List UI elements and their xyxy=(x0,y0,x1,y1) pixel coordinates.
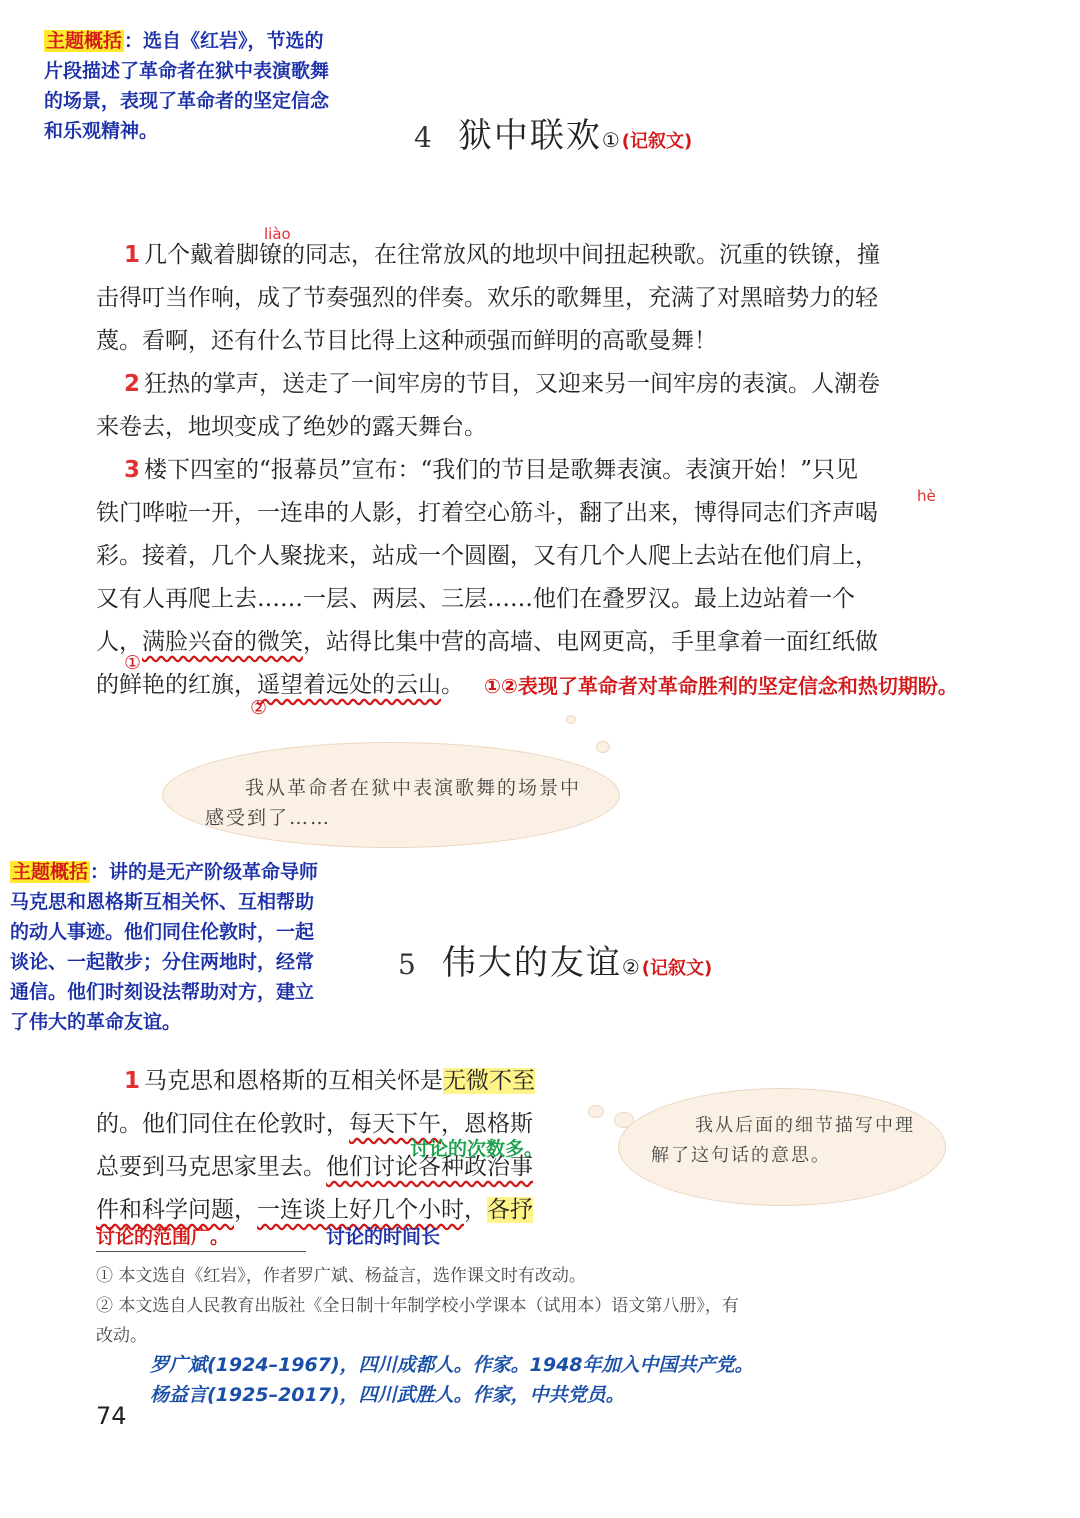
lesson4-p1: 1 几个戴着脚镣的同志，在往常放风的地坝中间扭起秧歌。沉重的铁镣，撞 击得叮当作响，成了节奏强烈的伴奏。欢乐的歌舞里，充满了对黑暗势力的轻 蔑。看啊，还有什么节目比得上这种顽强而鲜明的高歌曼舞！ xyxy=(96,242,881,354)
footnotes xyxy=(96,1261,956,1351)
author-note-2: 杨益言(1925–2017)，四川武胜人。作家，中共党员。 xyxy=(150,1384,625,1406)
thought-bubble-small-2 xyxy=(566,715,576,724)
lesson5-bubble-text: 我从后面的细节描写中理解了这句话的意思。 xyxy=(651,1115,915,1166)
lesson4-footnote-mark: ① xyxy=(601,128,620,152)
lesson5-title: 伟大的友谊 xyxy=(441,943,622,983)
footnote-2: ② 本文选自人民教育出版社《全日制十年制学校小学课本（试用本）语文第八册》，有 xyxy=(96,1296,739,1316)
footnote-2-cont: 改动。 xyxy=(96,1326,147,1346)
note-discussion-time: 讨论的时间长 xyxy=(326,1226,441,1248)
lesson4-summary-line-3: 的场景，表现了革命者的坚定信念 xyxy=(44,90,330,112)
lesson5-summary: 主题概括 ：讲的是无产阶级革命导师 马克思和恩格斯互相关怀、互相帮助 的动人事迹。他们同住伦敦时，一起 谈论、一起散步；分住两地时，经常 通信。他们时刻设法帮助对方，建立 了伟大的革命友谊。 xyxy=(10,857,380,1037)
lesson4-summary-line-4: 和乐观精神。 xyxy=(44,120,159,142)
circled-mark-2: ② xyxy=(250,697,268,719)
paragraph-number: 1 xyxy=(124,1068,141,1094)
lesson4-body xyxy=(96,234,956,707)
pinyin-he: hè xyxy=(917,487,936,505)
wavy-topics: 他们讨论各种政治事 xyxy=(326,1154,533,1180)
lesson5-body: 1 马克思和恩格斯的互相关怀是无微不至 的。他们同住在伦敦时，每天下午，恩格斯 总要到马克思家里去。他们讨论各种政治事 件和科学问题，一连谈上好几个小时，各抒 xyxy=(96,1068,536,1223)
paragraph-number: 2 xyxy=(124,371,141,397)
pinyin-liao: liào xyxy=(264,225,291,243)
lesson4-p3: 3 楼下四室的“报幕员”宣布：“我们的节目是歌舞表演。表演开始！”只见 铁门哗啦一开，一连串的人影，打着空心筋斗，翻了出来，博得同志们齐声喝 彩。接着，几个人聚拢来，站成一个圆圈，又有几个人爬上去站在他们肩上， 又有人再爬上去……一层、两层、三层……他们在叠罗汉。最上边站着一个 人，满脸兴奋的微笑，站得比集中营的高墙、电网更高，手里拿着一面红纸做 的鲜艳的红旗，遥望着远处的云山。 xyxy=(96,457,878,698)
summary-tag: 主题概括 xyxy=(12,861,89,883)
lesson5-thought-bubble xyxy=(618,1088,946,1206)
wavy-hours: 一连谈上好几个小时 xyxy=(257,1197,464,1223)
wavy-underline-1: 满脸兴奋的微笑 xyxy=(142,629,303,655)
thought-bubble-small-3 xyxy=(588,1105,604,1118)
wavy-every-afternoon: 每天下午 xyxy=(349,1111,441,1137)
note-discussion-scope: 讨论的范围广。 xyxy=(96,1226,230,1248)
author-notes xyxy=(150,1350,950,1410)
wavy-underline-2: 遥望着远处的云山 xyxy=(257,672,441,698)
lesson4-bubble-text: 我从革命者在狱中表演歌舞的场景中感受到了…… xyxy=(205,777,582,829)
lesson4-title-row xyxy=(414,108,692,157)
lesson4-p2: 2 狂热的掌声，送走了一间牢房的节目，又迎来另一间牢房的表演。人潮卷 来卷去，地坝变成了绝妙的露天舞台。 xyxy=(96,371,881,440)
highlight-wuweibuzhi: 无微不至 xyxy=(443,1068,536,1094)
lesson4-summary-line-2: 片段描述了革命者在狱中表演歌舞 xyxy=(44,60,330,82)
paragraph-number: 3 xyxy=(124,457,141,483)
thought-bubble-small-1 xyxy=(596,741,610,753)
lesson5-title-row xyxy=(398,935,712,984)
lesson4-number: 4 xyxy=(414,121,432,154)
lesson4-summary-line-1: 主题概括 ：选自《红岩》，节选的 xyxy=(46,30,324,52)
summary-tag: 主题概括 xyxy=(46,30,123,52)
lesson4-annotation: ①②表现了革命者对革命胜利的坚定信念和热切期盼。 xyxy=(484,674,958,698)
lesson4-thought-bubble xyxy=(162,742,620,848)
footnote-divider xyxy=(96,1251,306,1252)
lesson4-summary xyxy=(44,26,394,146)
lesson4-title: 狱中联欢 xyxy=(457,116,602,156)
note-discussion-count: 讨论的次数多。 xyxy=(410,1138,544,1160)
author-note-1: 罗广斌(1924–1967)，四川成都人。作家。1948年加入中国共产党。 xyxy=(150,1354,754,1376)
wavy-topics-2: 件和科学问题 xyxy=(96,1197,234,1223)
highlight-geshu: 各抒 xyxy=(487,1197,533,1223)
circled-mark-1: ① xyxy=(124,652,142,674)
lesson5-summary-line-1: 主题概括 ：讲的是无产阶级革命导师 xyxy=(12,861,319,883)
page-number: 74 xyxy=(96,1402,127,1430)
paragraph-number: 1 xyxy=(124,242,141,268)
lesson4-genre: (记叙文) xyxy=(621,131,693,152)
lesson5-genre: (记叙文) xyxy=(641,958,713,979)
footnote-1: ① 本文选自《红岩》，作者罗广斌、杨益言，选作课文时有改动。 xyxy=(96,1266,586,1286)
lesson5-footnote-mark: ② xyxy=(621,955,640,979)
lesson5-number: 5 xyxy=(398,948,416,981)
